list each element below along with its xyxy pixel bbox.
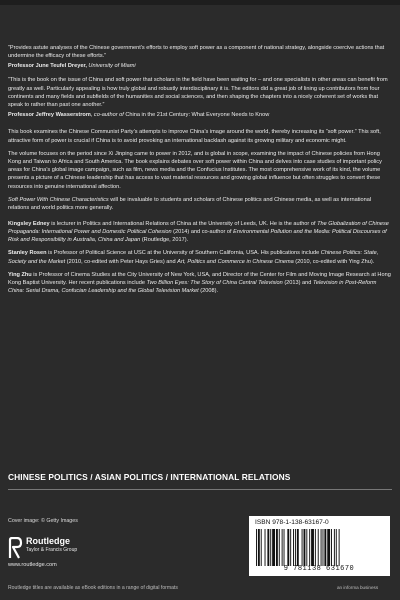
barcode-bar (324, 529, 326, 566)
bio-text: (2014) and co-author of (171, 229, 234, 236)
barcode-bar (258, 529, 260, 566)
barcode-bar (327, 529, 330, 566)
author-name: Kingsley Edney (8, 220, 50, 227)
publisher-group: Taylor & Francis Group (26, 547, 78, 553)
book-title: Soft Power With Chinese Characteristics (8, 196, 109, 203)
reviewer-affiliation-title: China in the 21st Century: What Everyone Needs to Know (125, 111, 270, 118)
barcode-bar (297, 529, 299, 566)
barcode-bar (293, 529, 294, 566)
barcode-bar (315, 529, 316, 566)
barcode-bar (256, 529, 257, 566)
bio-text: is Professor of Cinema Studies at the City University of New York, USA, and Director of the Center for Film and Moving Image Research at Hong Kong Baptist University. Her recent publications include (8, 271, 391, 286)
publisher-logo (8, 535, 128, 575)
barcode-bar (276, 529, 278, 566)
isbn-text: ISBN 978-1-138-63167-0 (255, 519, 329, 526)
description-paragraph-2: The volume focuses on the period since Xi Jinping came to power in 2012, and is global in scope, examining the impact of Chinese policies from Hong Kong and Taiwan to Africa and South America. The book explains debates over soft power within China and delves into case studies of important policy areas for China’s global image campaign, such as film, news media and the Confucius Institutes. The most comprehensive work of its kind, the volume presents a picture of a Chinese leadership that has access to vast material resources and growing global influence but often struggles to convert these resources into genuine international affection. (8, 150, 382, 190)
publication-title: Environmental Pollution and the Media: Political Discourses of Risk and Responsibility in Australia, China and Japan (8, 229, 387, 244)
reviewer-name: Professor Jeffrey Wasserstrom (8, 111, 91, 118)
reviewer-name: Professor June Teufel Dreyer (8, 62, 86, 69)
publication-title: Television in Post-Reform China: Serial Drama, Confucian Leadership and the Global Television Market (8, 279, 377, 295)
barcode-bar (284, 529, 285, 566)
cover-image-credit: Cover image: © Getty Images (8, 518, 78, 524)
barcode-bar (334, 529, 335, 566)
publisher-name: Routledge (26, 536, 70, 546)
bio-text: (2010, co-edited with Peter Hays Gries) and (65, 258, 178, 265)
barcode-bar (295, 529, 296, 566)
barcode-bar (261, 529, 262, 566)
bio-rosen (8, 249, 392, 266)
barcode-bar (267, 529, 269, 566)
reviewer-affiliation-prefix: , co-author of (90, 111, 126, 118)
barcode-bar (302, 529, 303, 566)
publication-title: Chinese Politics: State, Society and the Market (8, 250, 379, 265)
informa-tagline: an informa business (337, 585, 379, 590)
author-name: Ying Zhu (8, 271, 32, 278)
barcode-bar (265, 529, 266, 566)
reviewer-affiliation: University of Miami (88, 62, 136, 69)
publisher-url: www.routledge.com (8, 562, 57, 568)
review-quote-2: “This is the book on the issue of China and soft power that scholars in the field have been waiting for – and one specialists in other areas can benefit from greatly as well. Particularly appealing is how truly global and robustly interdisciplinary it is. The editors did a great job of lining up contributors from four continents and many fields and subfields of the humanities and social sciences, and then shaping the chapters into a nicely coherent set of works that speak to rather than past one another.” (8, 77, 388, 109)
publication-title: Art, Politics and Commerce in Chinese Cinema (177, 258, 294, 265)
bio-text: (2008). (198, 288, 218, 295)
barcode-bar (272, 529, 275, 566)
barcode-bar (282, 529, 283, 566)
bio-text: is lecturer in Politics and International Relations of China at the University of Leeds, UK. He is the author of (49, 220, 318, 227)
barcode-bar (318, 529, 319, 566)
audience-text: will be invaluable to students and scholars of Chinese politics and Chinese media, as well as international relations and world politics more generally. (8, 196, 372, 211)
barcode-bar (336, 529, 337, 566)
audience-paragraph (8, 196, 392, 213)
barcode-bar (323, 529, 324, 566)
description-paragraph-1: This book examines the Chinese Communist Party’s attempts to improve China’s image around the world, thereby increasing its “soft power.” This soft, attractive form of power is crucial if China is to avoid provoking an international backlash against its growing military and economic might. (8, 129, 381, 144)
bio-text: (Routledge, 2017). (140, 237, 189, 244)
bio-zhu (8, 271, 392, 296)
bio-text: (2013) and (282, 279, 313, 286)
barcode-bar (339, 529, 340, 566)
bio-text: is Professor of Political Science at USC at the University of Southern California, USA. His publications include (46, 250, 321, 257)
barcode-bar (270, 529, 271, 566)
barcode-bar (331, 529, 332, 566)
barcode-number: 9 781138 631670 (283, 565, 355, 573)
author-name: Stanley Rosen (8, 250, 47, 257)
publication-title: Two Billion Eyes: The Story of China Central Television (146, 279, 283, 286)
barcode-bar (321, 529, 322, 566)
barcode-bar (304, 529, 306, 566)
review-attribution-2 (8, 111, 392, 119)
publication-title: The Globalization of Chinese Propaganda: International Power and Domestic Political Cohesion (8, 220, 389, 236)
bio-text: (2010, co-edited with Ying Zhu). (293, 258, 375, 265)
divider (8, 489, 392, 490)
barcode-bar (287, 529, 289, 566)
barcode-bar (290, 529, 291, 566)
barcode (254, 529, 384, 566)
barcode-bar (309, 529, 310, 566)
review-attribution-1 (8, 62, 392, 70)
subject-categories: CHINESE POLITICS / ASIAN POLITICS / INTERNATIONAL RELATIONS (8, 472, 291, 482)
review-quote-1: “Provides astute analyses of the Chinese government’s efforts to employ soft power as a component of national strategy, alongside coercive actions that undermine the efficacy of these efforts.” (8, 45, 385, 60)
ebook-note: Routledge titles are available as eBook editions in a range of digital formats (8, 585, 178, 591)
routledge-mark-icon (8, 537, 23, 559)
cover-text (8, 44, 392, 300)
reviewer-affiliation-separator: , (85, 62, 89, 69)
bio-edney (8, 220, 392, 245)
barcode-bar (306, 529, 307, 566)
barcode-bar (279, 529, 280, 566)
top-strip (0, 0, 400, 5)
barcode-panel (249, 516, 390, 576)
barcode-bar (311, 529, 314, 566)
